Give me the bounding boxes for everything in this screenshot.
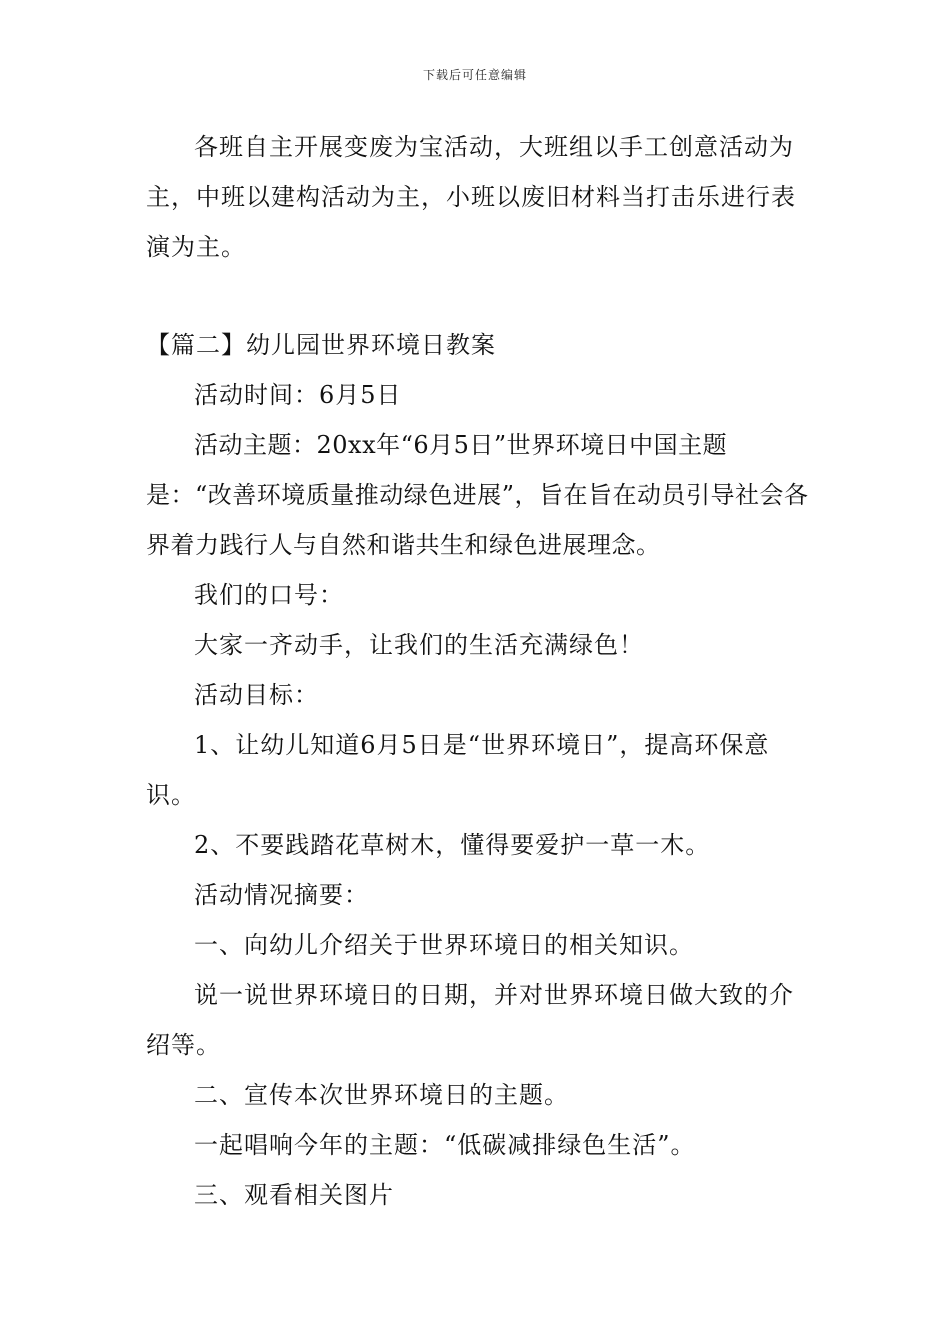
paragraph-goals-label: 活动目标： xyxy=(194,681,319,709)
paragraph-step-2: 二、宣传本次世界环境日的主题。 xyxy=(194,1081,569,1109)
paragraph-goal-1: 1、让幼儿知道6月5日是“世界环境日”，提高环保意识。 xyxy=(146,731,770,809)
page-header: 下载后可任意编辑 xyxy=(422,68,527,82)
paragraph-activity-summary: 各班自主开展变废为宝活动，大班组以手工创意活动为主，中班以建构活动为主，小班以废旧材料当打击乐进行表演为主。 xyxy=(146,133,796,261)
paragraph-goal-2: 2、不要践踏花草树木，懂得要爱护一草一木。 xyxy=(194,831,711,859)
document-body xyxy=(146,122,810,1220)
paragraph-activity-theme: 活动主题：20xx年“6月5日”世界环境日中国主题是：“改善环境质量推动绿色进展”，旨在旨在动员引导社会各界着力践行人与自然和谐共生和绿色进展理念。 xyxy=(146,431,809,559)
paragraph-step-2-detail: 一起唱响今年的主题：“低碳减排绿色生活”。 xyxy=(194,1131,696,1159)
paragraph-step-1: 一、向幼儿介绍关于世界环境日的相关知识。 xyxy=(194,931,694,959)
paragraph-slogan-label: 我们的口号： xyxy=(194,581,344,609)
paragraph-step-3: 三、观看相关图片 xyxy=(194,1181,394,1209)
paragraph-slogan: 大家一齐动手，让我们的生活充满绿色！ xyxy=(194,631,644,659)
paragraph-summary-label: 活动情况摘要： xyxy=(194,881,369,909)
paragraph-step-1-detail: 说一说世界环境日的日期，并对世界环境日做大致的介绍等。 xyxy=(146,981,794,1059)
paragraph-activity-time: 活动时间：6月5日 xyxy=(194,381,402,409)
section-heading: 【篇二】幼儿园世界环境日教案 xyxy=(146,331,496,359)
